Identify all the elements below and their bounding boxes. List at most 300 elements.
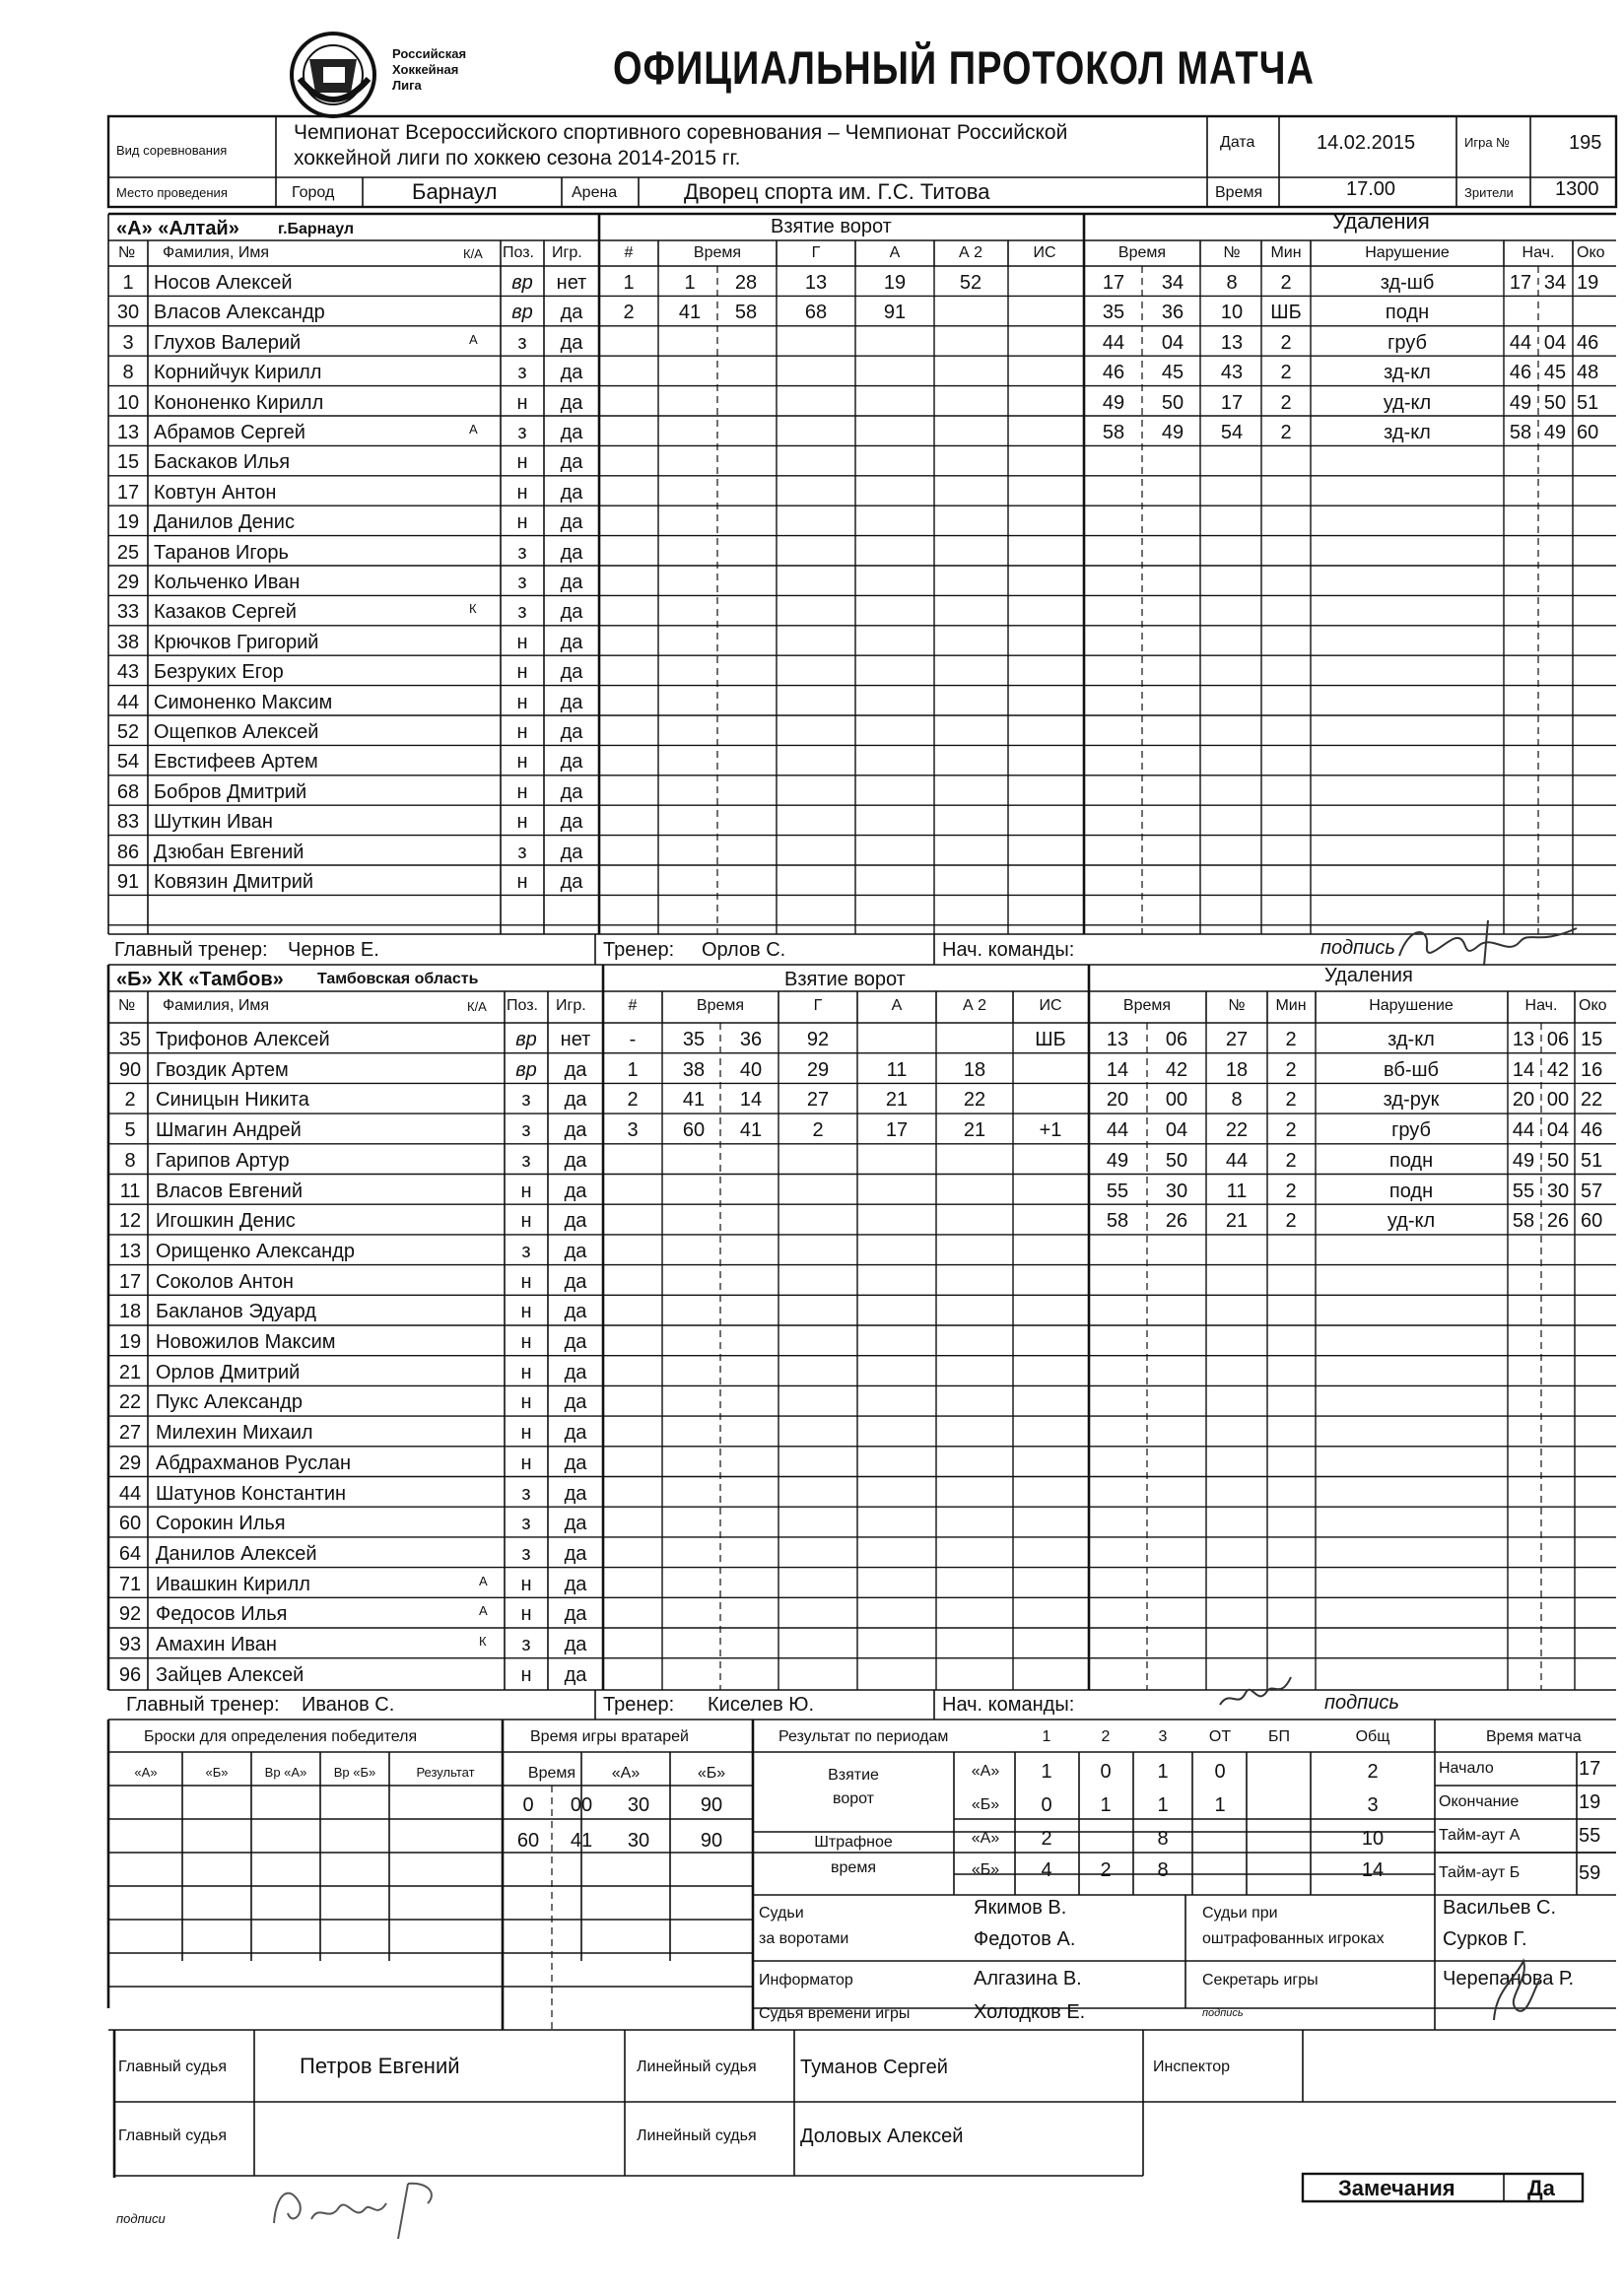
informer-label: Информатор bbox=[759, 1972, 853, 1989]
player-position: н bbox=[520, 1663, 532, 1686]
player-captain-mark: А bbox=[479, 1603, 488, 1619]
penalty-start-second: 34 bbox=[1543, 272, 1567, 294]
player-position: н bbox=[520, 1210, 532, 1233]
secretary-label: Секретарь игры bbox=[1202, 1972, 1319, 1989]
city-label: Город bbox=[292, 184, 335, 201]
goal-second: 36 bbox=[739, 1029, 763, 1050]
player-name: Орлов Дмитрий bbox=[156, 1361, 301, 1383]
player-played: да bbox=[560, 871, 583, 893]
goal-second: 41 bbox=[739, 1119, 763, 1142]
penalty-start-second: 04 bbox=[1543, 331, 1567, 354]
player-name: Бобров Дмитрий bbox=[154, 780, 307, 803]
goal-minute: 60 bbox=[682, 1119, 706, 1142]
penalty-end: 51 bbox=[1581, 1149, 1603, 1172]
penalty-start-second: 42 bbox=[1546, 1058, 1570, 1081]
player-position: н bbox=[516, 811, 528, 834]
penalty-start-minute: 58 bbox=[1512, 1210, 1535, 1233]
competition-line-2: хоккейной лиги по хоккею сезона 2014-2015 гг. bbox=[294, 147, 741, 169]
player-name: Власов Александр bbox=[154, 302, 325, 324]
period-value: 0 bbox=[1100, 1761, 1112, 1783]
goalie-time-title: Время игры вратарей bbox=[530, 1728, 689, 1745]
player-position: з bbox=[521, 1542, 531, 1565]
hdr-a-played: Игр. bbox=[552, 244, 582, 261]
hdr-b-ka: К/А bbox=[467, 999, 487, 1014]
penalty-player: 27 bbox=[1225, 1029, 1249, 1050]
player-played: да bbox=[564, 1240, 587, 1262]
player-captain-mark: А bbox=[479, 1573, 488, 1588]
player-number: 15 bbox=[116, 451, 140, 474]
hdr-a-name: Фамилия, Имя bbox=[163, 244, 269, 261]
player-played: да bbox=[560, 811, 583, 834]
player-number: 17 bbox=[116, 481, 140, 504]
player-number: 64 bbox=[118, 1542, 142, 1565]
penalty-end: 22 bbox=[1581, 1089, 1603, 1112]
penalty-end: 57 bbox=[1581, 1180, 1603, 1202]
player-played: да bbox=[564, 1663, 587, 1686]
player-name: Гарипов Артур bbox=[156, 1149, 290, 1172]
hdr-a-goal-a2: А 2 bbox=[958, 244, 983, 261]
goal-index: - bbox=[629, 1029, 637, 1050]
player-played: да bbox=[560, 780, 583, 803]
penalty-infraction: зд-кл bbox=[1384, 362, 1431, 384]
player-played: да bbox=[560, 661, 583, 684]
player-number: 33 bbox=[116, 601, 140, 624]
player-position: з bbox=[517, 362, 527, 384]
penalty-start-minute: 20 bbox=[1512, 1089, 1535, 1112]
time-value: 17.00 bbox=[1346, 178, 1396, 200]
player-number: 35 bbox=[118, 1029, 142, 1050]
goal-second: 28 bbox=[734, 272, 758, 294]
player-number: 27 bbox=[118, 1422, 142, 1445]
penalty-minute: 44 bbox=[1102, 331, 1125, 354]
goalie-time-b: «Б» bbox=[697, 1765, 726, 1782]
penalty-minute: 20 bbox=[1106, 1089, 1129, 1112]
penalty-player: 54 bbox=[1220, 422, 1244, 443]
penalty-minute: 14 bbox=[1106, 1058, 1129, 1081]
timekeeper: Холодков Е. bbox=[974, 2001, 1086, 2023]
goal-second: 40 bbox=[739, 1058, 763, 1081]
penalty-player: 13 bbox=[1220, 331, 1244, 354]
hdr-b-pen-time: Время bbox=[1122, 997, 1172, 1014]
player-number: 13 bbox=[118, 1240, 142, 1262]
shootout-gka: Вр «А» bbox=[264, 1765, 307, 1780]
penalty-second: 04 bbox=[1165, 1119, 1188, 1142]
goal-index: 1 bbox=[627, 1058, 639, 1081]
player-position: н bbox=[516, 481, 528, 504]
goal-judge-2: Федотов А. bbox=[974, 1928, 1076, 1950]
player-played: да bbox=[564, 1210, 587, 1233]
player-number: 44 bbox=[116, 691, 140, 713]
penalty-minute: 49 bbox=[1106, 1149, 1129, 1172]
period-value: 3 bbox=[1367, 1794, 1379, 1816]
hdr-b-pen-num: № bbox=[1228, 997, 1246, 1014]
shootout-gkb: Вр «Б» bbox=[333, 1765, 376, 1780]
penalty-minute: 55 bbox=[1106, 1180, 1129, 1202]
hdr-b-name: Фамилия, Имя bbox=[163, 997, 269, 1014]
player-number: 83 bbox=[116, 811, 140, 834]
penalty-end: 46 bbox=[1581, 1119, 1603, 1142]
player-number: 71 bbox=[118, 1573, 142, 1595]
goal-strength: ШБ bbox=[1035, 1029, 1066, 1050]
referee-signature-icon bbox=[260, 2164, 457, 2243]
game-value: 195 bbox=[1569, 132, 1602, 154]
hdr-a-pen-inf: Нарушение bbox=[1365, 244, 1450, 261]
goal-second: 14 bbox=[739, 1089, 763, 1112]
team-a-chief-label: Нач. команды: bbox=[942, 939, 1075, 961]
player-position: н bbox=[520, 1180, 532, 1202]
player-played: да bbox=[564, 1180, 587, 1202]
penalty-second: 00 bbox=[1165, 1089, 1188, 1112]
team-a-goals-title: Взятие ворот bbox=[771, 216, 892, 237]
player-name: Ивашкин Кирилл bbox=[156, 1573, 310, 1595]
penalty-second: 26 bbox=[1165, 1210, 1188, 1233]
player-captain-mark: К bbox=[479, 1634, 487, 1649]
penalty-start-minute: 14 bbox=[1512, 1058, 1535, 1081]
player-position: вр bbox=[511, 302, 533, 324]
goalie-team-b: 90 bbox=[700, 1830, 723, 1852]
goal-scorer: 92 bbox=[806, 1029, 830, 1050]
match-start: 17 bbox=[1579, 1758, 1601, 1780]
player-position: н bbox=[520, 1391, 532, 1414]
penalty-end: 51 bbox=[1577, 391, 1599, 414]
goalie-minute: 0 bbox=[522, 1794, 534, 1816]
player-played: да bbox=[564, 1513, 587, 1535]
penalty-end: 19 bbox=[1577, 272, 1599, 294]
goal-assist-2: 22 bbox=[963, 1089, 986, 1112]
player-played: да bbox=[564, 1634, 587, 1655]
player-position: з bbox=[521, 1119, 531, 1142]
match-end-label: Окончание bbox=[1439, 1793, 1520, 1810]
hdr-b-num: № bbox=[118, 997, 136, 1014]
player-number: 10 bbox=[116, 391, 140, 414]
player-position: н bbox=[516, 391, 528, 414]
player-position: н bbox=[516, 721, 528, 743]
team-b-chief-label: Нач. команды: bbox=[942, 1694, 1075, 1716]
penalty-minute: 58 bbox=[1106, 1210, 1129, 1233]
player-position: з bbox=[521, 1513, 531, 1535]
player-played: да bbox=[564, 1482, 587, 1505]
team-b-signature-icon bbox=[1216, 1669, 1295, 1715]
timekeeper-label: Судья времени игры bbox=[759, 2005, 911, 2022]
penalty-player: 44 bbox=[1225, 1149, 1249, 1172]
player-position: з bbox=[517, 331, 527, 354]
player-number: 13 bbox=[116, 422, 140, 443]
game-label: Игра № bbox=[1464, 135, 1511, 150]
hdr-a-goal-time: Время bbox=[693, 244, 742, 261]
hdr-b-pos: Поз. bbox=[507, 997, 538, 1014]
penalty-start-second: 50 bbox=[1546, 1149, 1570, 1172]
player-number: 44 bbox=[118, 1482, 142, 1505]
penalty-start-second: 00 bbox=[1546, 1089, 1570, 1112]
goalie-team-b: 90 bbox=[700, 1794, 723, 1816]
player-played: да bbox=[564, 1089, 587, 1112]
goal-index: 1 bbox=[623, 272, 635, 294]
penalty-minutes: 2 bbox=[1285, 1149, 1297, 1172]
penalty-minute: 17 bbox=[1102, 272, 1125, 294]
goalie-team-a: 30 bbox=[627, 1794, 650, 1816]
player-number: 43 bbox=[116, 661, 140, 684]
player-name: Казаков Сергей bbox=[154, 601, 297, 624]
goal-minute: 38 bbox=[682, 1058, 706, 1081]
periods-goals-label-1: Взятие bbox=[828, 1767, 879, 1784]
player-position: н bbox=[520, 1331, 532, 1353]
player-name: Данилов Денис bbox=[154, 511, 295, 534]
penalty-minutes: 2 bbox=[1285, 1180, 1297, 1202]
player-played: да bbox=[560, 511, 583, 534]
player-name: Глухов Валерий bbox=[154, 331, 302, 354]
penalty-start-minute: 17 bbox=[1509, 272, 1532, 294]
goal-index: 2 bbox=[627, 1089, 639, 1112]
shootout-title: Броски для определения победителя bbox=[144, 1728, 418, 1745]
hdr-b-goal-a2: А 2 bbox=[962, 997, 987, 1014]
player-name: Баскаков Илья bbox=[154, 451, 291, 474]
team-a-coach-label: Тренер: bbox=[603, 939, 675, 961]
penalty-infraction: подн bbox=[1388, 1180, 1434, 1202]
penalty-player: 17 bbox=[1220, 391, 1244, 414]
period-value: 0 bbox=[1041, 1794, 1052, 1816]
penalty-judges-label-1: Судьи при bbox=[1202, 1905, 1278, 1922]
team-b-label: «Б» ХК «Тамбов» bbox=[116, 969, 284, 990]
player-name: Шуткин Иван bbox=[154, 811, 273, 834]
penalty-infraction: зд-шб bbox=[1380, 272, 1435, 294]
period-value: 8 bbox=[1157, 1828, 1169, 1850]
period-col-header: ОТ bbox=[1208, 1728, 1232, 1745]
penalty-infraction: груб bbox=[1391, 1119, 1431, 1142]
player-position: н bbox=[516, 871, 528, 893]
player-played: да bbox=[564, 1361, 587, 1383]
player-position: н bbox=[516, 780, 528, 803]
player-number: 29 bbox=[118, 1451, 142, 1474]
penalty-end: 48 bbox=[1577, 362, 1599, 384]
remarks-value: Да bbox=[1527, 2176, 1555, 2200]
goal-assist-2: 52 bbox=[959, 272, 982, 294]
period-value: 0 bbox=[1214, 1761, 1226, 1783]
hdr-b-played: Игр. bbox=[556, 997, 586, 1014]
goal-judges-label-1: Судьи bbox=[759, 1905, 804, 1922]
goal-index: 2 bbox=[623, 302, 635, 324]
player-played: да bbox=[560, 572, 583, 593]
player-played: да bbox=[564, 1542, 587, 1565]
venue-label: Место проведения bbox=[116, 185, 228, 200]
penalty-player: 43 bbox=[1220, 362, 1244, 384]
player-number: 38 bbox=[116, 631, 140, 653]
player-played: да bbox=[560, 362, 583, 384]
penalty-player: 21 bbox=[1225, 1210, 1249, 1233]
player-name: Крючков Григорий bbox=[154, 631, 319, 653]
hdr-b-pen-inf: Нарушение bbox=[1369, 997, 1454, 1014]
hdr-a-pos: Поз. bbox=[503, 244, 534, 261]
periods-pim-label-1: Штрафное bbox=[814, 1834, 893, 1851]
hdr-a-pen-min: Мин bbox=[1270, 244, 1302, 261]
player-position: н bbox=[520, 1301, 532, 1323]
period-value: 10 bbox=[1361, 1828, 1385, 1850]
penalty-judges-label-2: оштрафованных игроках bbox=[1202, 1930, 1385, 1947]
period-col-header: 1 bbox=[1042, 1728, 1051, 1745]
player-position: з bbox=[521, 1149, 531, 1172]
player-name: Федосов Илья bbox=[156, 1603, 288, 1626]
player-position: з bbox=[521, 1240, 531, 1262]
player-position: н bbox=[516, 631, 528, 653]
player-number: 21 bbox=[118, 1361, 142, 1383]
spectators-value: 1300 bbox=[1555, 178, 1599, 200]
player-position: н bbox=[520, 1451, 532, 1474]
timeout-a-label: Тайм-аут А bbox=[1439, 1827, 1521, 1844]
goal-assist-2: 18 bbox=[963, 1058, 986, 1081]
player-name: Ковязин Дмитрий bbox=[154, 871, 314, 893]
penalty-minutes: 2 bbox=[1285, 1119, 1297, 1142]
penalty-second: 06 bbox=[1165, 1029, 1188, 1050]
player-played: да bbox=[564, 1270, 587, 1293]
penalty-second: 50 bbox=[1161, 391, 1184, 414]
penalty-infraction: подн bbox=[1388, 1149, 1434, 1172]
penalty-infraction: груб bbox=[1387, 331, 1427, 354]
penalty-second: 36 bbox=[1161, 302, 1184, 324]
player-captain-mark: А bbox=[469, 331, 478, 347]
player-name: Шатунов Константин bbox=[156, 1482, 347, 1505]
player-name: Бакланов Эдуард bbox=[156, 1301, 316, 1323]
penalty-minute: 35 bbox=[1102, 302, 1125, 324]
player-name: Кольченко Иван bbox=[154, 572, 301, 593]
player-name: Носов Алексей bbox=[154, 272, 293, 294]
logo-text-3: Лига bbox=[392, 78, 422, 93]
player-name: Зайцев Алексей bbox=[156, 1663, 304, 1686]
player-position: вр bbox=[511, 272, 533, 294]
player-position: н bbox=[516, 661, 528, 684]
player-played: да bbox=[564, 1422, 587, 1445]
player-captain-mark: К bbox=[469, 601, 477, 617]
player-played: нет bbox=[560, 1029, 591, 1050]
team-b-goals-title: Взятие ворот bbox=[784, 969, 906, 990]
player-number: 1 bbox=[122, 272, 134, 294]
player-name: Гвоздик Артем bbox=[156, 1058, 289, 1081]
shootout-a: «А» bbox=[134, 1765, 158, 1780]
penalty-start-second: 45 bbox=[1543, 362, 1567, 384]
penalty-minutes: 2 bbox=[1280, 422, 1292, 443]
penalty-minute: 13 bbox=[1106, 1029, 1129, 1050]
player-played: да bbox=[564, 1391, 587, 1414]
player-name: Данилов Алексей bbox=[156, 1542, 317, 1565]
player-position: з bbox=[521, 1089, 531, 1112]
time-label: Время bbox=[1215, 184, 1263, 201]
penalty-player: 10 bbox=[1220, 302, 1244, 324]
penalty-second: 34 bbox=[1161, 272, 1184, 294]
player-name: Таранов Игорь bbox=[154, 541, 289, 564]
linesman-label-1: Линейный судья bbox=[637, 2058, 757, 2075]
player-position: вр bbox=[515, 1058, 537, 1081]
penalty-start-second: 30 bbox=[1546, 1180, 1570, 1202]
player-number: 29 bbox=[116, 572, 140, 593]
timeout-b-label: Тайм-аут Б bbox=[1439, 1864, 1521, 1881]
spectators-label: Зрители bbox=[1464, 185, 1514, 200]
player-played: да bbox=[560, 541, 583, 564]
player-played: да bbox=[560, 302, 583, 324]
penalty-start-minute: 58 bbox=[1509, 422, 1532, 443]
player-position: н bbox=[520, 1603, 532, 1626]
team-b-pen-title: Удаления bbox=[1324, 965, 1413, 986]
penalty-second: 30 bbox=[1165, 1180, 1188, 1202]
penalty-infraction: подн bbox=[1385, 302, 1430, 324]
penalty-start-second: 49 bbox=[1543, 422, 1567, 443]
team-a-coach: Орлов С. bbox=[702, 939, 786, 961]
player-played: да bbox=[560, 391, 583, 414]
penalty-infraction: уд-кл bbox=[1387, 1210, 1436, 1233]
penalty-infraction: зд-кл bbox=[1384, 422, 1431, 443]
player-played: да bbox=[564, 1573, 587, 1595]
team-b-city: Тамбовская область bbox=[317, 971, 479, 987]
penalty-start-second: 50 bbox=[1543, 391, 1567, 414]
period-team-label: «А» bbox=[971, 1830, 1000, 1847]
player-played: да bbox=[564, 1119, 587, 1142]
player-captain-mark: А bbox=[469, 422, 478, 437]
goalie-minute: 60 bbox=[516, 1830, 540, 1852]
player-played: да bbox=[560, 631, 583, 653]
goal-assist: 21 bbox=[885, 1089, 909, 1112]
team-a-pen-title: Удаления bbox=[1332, 209, 1430, 234]
signatures-label: подписи bbox=[116, 2211, 166, 2226]
team-b-head-coach-label: Главный тренер: bbox=[126, 1694, 280, 1716]
player-position: з bbox=[517, 572, 527, 593]
penalty-start-second: 06 bbox=[1546, 1029, 1570, 1050]
penalty-start-minute: 46 bbox=[1509, 362, 1532, 384]
penalty-second: 45 bbox=[1161, 362, 1184, 384]
goal-assist: 11 bbox=[886, 1058, 908, 1081]
period-team-label: «Б» bbox=[971, 1861, 1000, 1878]
period-value: 8 bbox=[1157, 1859, 1169, 1881]
player-played: нет bbox=[556, 272, 587, 294]
periods-goals-label-2: ворот bbox=[833, 1790, 874, 1807]
hdr-b-pen-min: Мин bbox=[1275, 997, 1307, 1014]
goalie-time-a: «А» bbox=[611, 1765, 641, 1782]
penalty-player: 8 bbox=[1226, 272, 1238, 294]
player-name: Корнийчук Кирилл bbox=[154, 362, 322, 384]
goal-assist: 91 bbox=[883, 302, 907, 324]
hdr-b-goal-is: ИС bbox=[1039, 997, 1062, 1014]
goal-scorer: 13 bbox=[804, 272, 828, 294]
player-position: н bbox=[520, 1361, 532, 1383]
inspector-label: Инспектор bbox=[1153, 2058, 1231, 2075]
player-played: да bbox=[560, 691, 583, 713]
penalty-minutes: 2 bbox=[1280, 391, 1292, 414]
goal-strength: +1 bbox=[1039, 1119, 1062, 1142]
arena-label: Арена bbox=[572, 184, 618, 201]
player-position: н bbox=[516, 691, 528, 713]
goal-minute: 35 bbox=[682, 1029, 706, 1050]
period-value: 14 bbox=[1361, 1859, 1385, 1881]
match-start-label: Начало bbox=[1439, 1760, 1494, 1777]
player-played: да bbox=[560, 481, 583, 504]
player-name: Абрамов Сергей bbox=[154, 422, 305, 443]
player-name: Кононенко Кирилл bbox=[154, 391, 324, 414]
goal-judges-label-2: за воротами bbox=[759, 1930, 849, 1947]
penalty-infraction: уд-кл bbox=[1383, 391, 1432, 414]
penalty-minutes: 2 bbox=[1285, 1210, 1297, 1233]
penalty-minute: 44 bbox=[1106, 1119, 1129, 1142]
referee-1: Петров Евгений bbox=[300, 2054, 460, 2078]
player-number: 8 bbox=[122, 362, 134, 384]
hdr-a-goal-is: ИС bbox=[1033, 244, 1056, 261]
player-position: вр bbox=[515, 1029, 537, 1050]
player-played: да bbox=[560, 422, 583, 443]
linesman-1: Туманов Сергей bbox=[800, 2057, 948, 2078]
team-b-sign-label: подпись bbox=[1324, 1692, 1399, 1714]
period-col-header: Общ bbox=[1355, 1728, 1390, 1745]
penalty-start-minute: 49 bbox=[1509, 391, 1532, 414]
period-team-label: «А» bbox=[971, 1763, 1000, 1780]
player-number: 5 bbox=[124, 1119, 136, 1142]
penalty-infraction: зд-кл bbox=[1387, 1029, 1435, 1050]
date-label: Дата bbox=[1220, 134, 1255, 151]
shootout-b: «Б» bbox=[205, 1765, 229, 1780]
